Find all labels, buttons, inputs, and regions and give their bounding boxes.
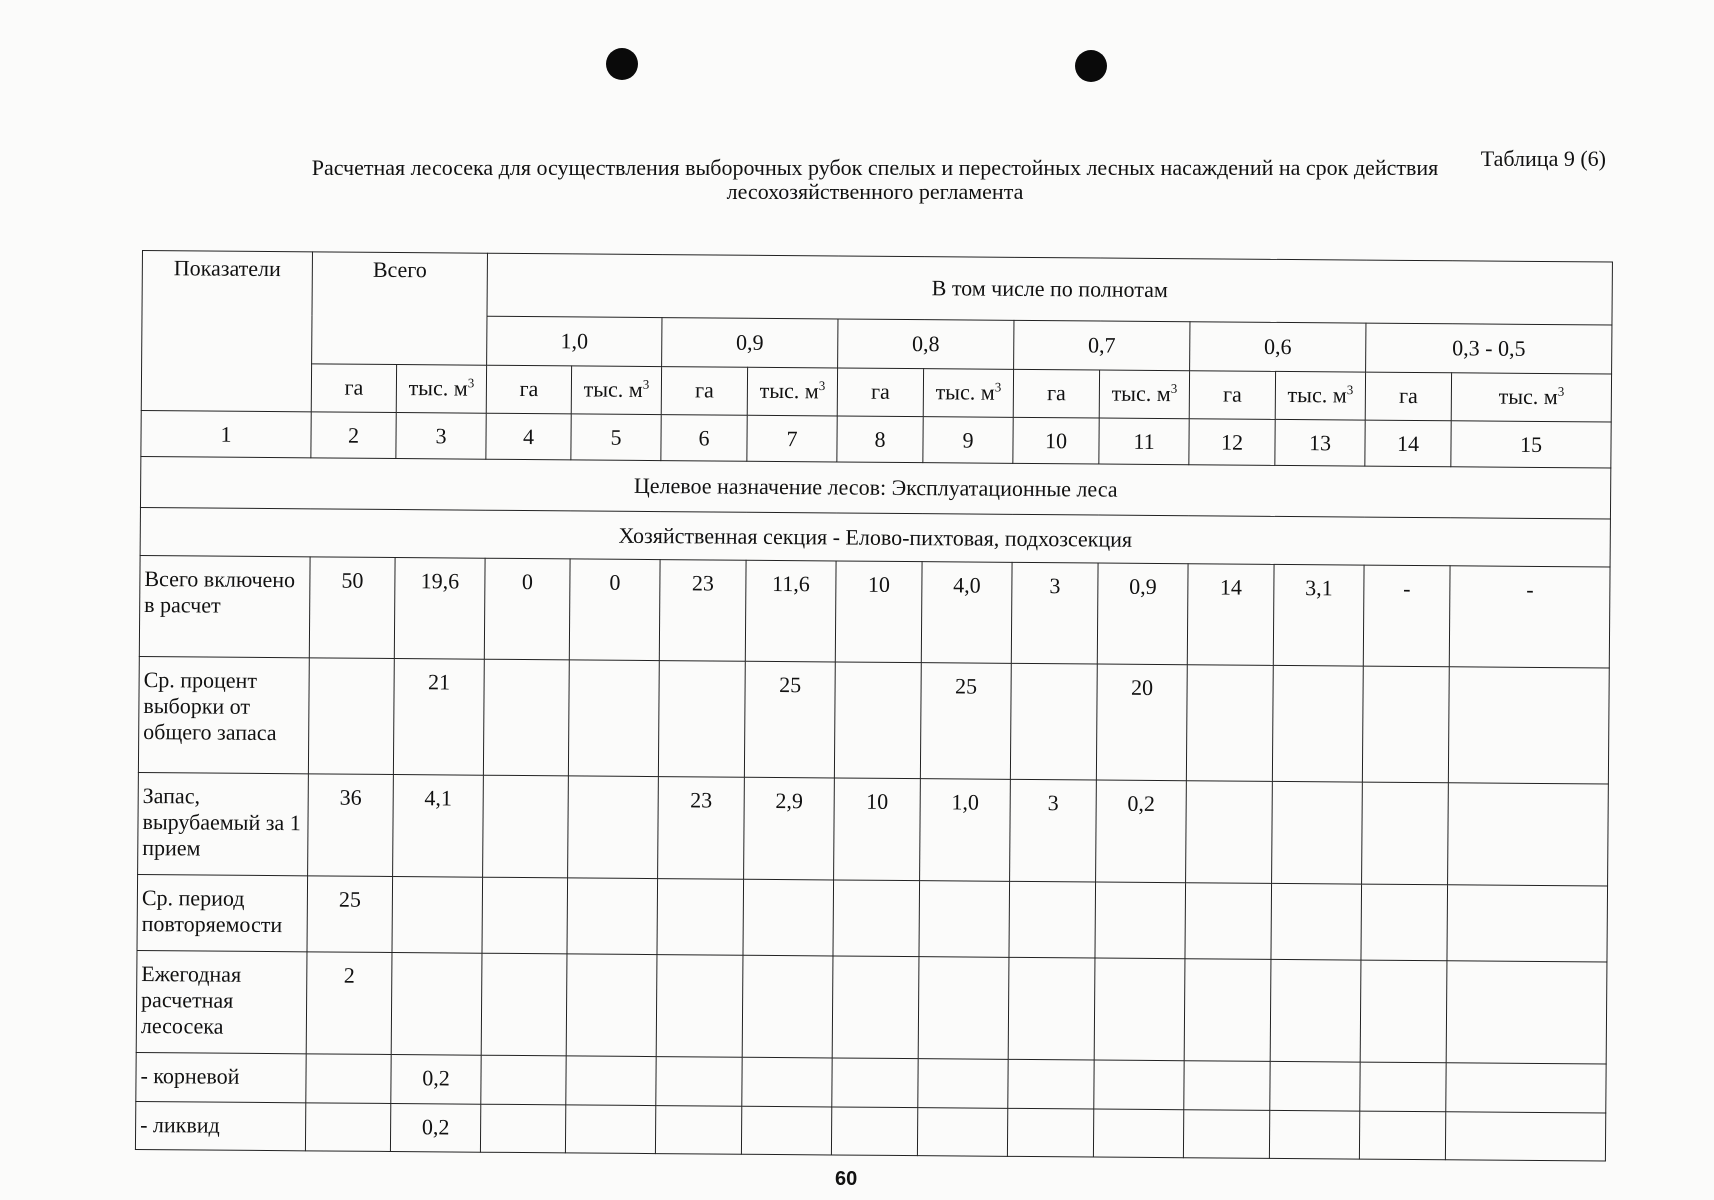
table-cell: 0,9	[1097, 563, 1188, 665]
table-cell	[1186, 781, 1273, 884]
table-cell	[917, 1107, 1007, 1156]
table-cell	[1184, 1061, 1270, 1110]
table-row	[138, 657, 1609, 784]
column-number: 11	[1099, 418, 1189, 465]
table-cell	[1446, 961, 1607, 1064]
table-cell: 50	[309, 557, 395, 659]
table-cell	[658, 661, 745, 777]
table-cell	[1008, 1059, 1094, 1108]
table-cell	[741, 1106, 831, 1155]
table-cell: 3,1	[1273, 565, 1364, 667]
unit-volume-header: тыс. $м^3$	[1451, 372, 1612, 422]
punch-hole-left	[606, 48, 638, 80]
header-by-density: В том числе по полнотам	[487, 253, 1613, 325]
table-cell	[567, 878, 658, 954]
column-number: 12	[1189, 419, 1275, 466]
table-cell	[1186, 665, 1273, 781]
table-cell	[656, 955, 743, 1058]
table-cell: 14	[1187, 564, 1274, 666]
unit-ha-header: га	[1013, 369, 1099, 418]
table-cell: 1,0	[920, 779, 1011, 882]
table-cell	[1094, 1060, 1184, 1109]
table-cell: 2	[306, 952, 392, 1055]
table-cell	[306, 1054, 391, 1103]
table-cell	[743, 879, 834, 955]
table-cell	[482, 877, 568, 953]
table-cell	[566, 1056, 656, 1105]
table-cell: 25	[920, 663, 1011, 779]
table-cell	[918, 957, 1009, 1060]
table-cell	[1271, 884, 1362, 960]
table-cell	[308, 658, 394, 774]
table-cell	[919, 881, 1010, 957]
cutting-area-table	[135, 250, 1613, 1162]
table-cell: 11,6	[745, 561, 836, 663]
page-number: 60	[835, 1168, 858, 1190]
table-cell: 3	[1010, 779, 1097, 882]
density-header: 0,7	[1014, 321, 1190, 371]
table-title	[200, 156, 1550, 204]
table-cell	[1269, 1110, 1359, 1159]
table-cell: 20	[1096, 664, 1187, 780]
header-indicators: Показатели	[141, 251, 312, 412]
punch-hole-right	[1075, 50, 1107, 82]
table-cell	[1185, 883, 1272, 959]
table-row	[136, 950, 1607, 1064]
table-cell	[1448, 783, 1609, 886]
density-header: 0,9	[662, 318, 838, 368]
table-cell	[1007, 1108, 1093, 1157]
table-cell	[918, 1059, 1008, 1108]
table-cell: 10	[835, 561, 922, 663]
table-cell	[1270, 959, 1361, 1062]
table-cell	[1445, 1111, 1606, 1161]
unit-volume-header: тыс. $м^3$	[1099, 370, 1189, 419]
row-label: - ликвид	[135, 1101, 305, 1151]
table-cell	[1093, 1109, 1183, 1158]
column-number: 2	[311, 412, 396, 459]
table-cell	[392, 877, 483, 953]
table-cell	[1095, 882, 1186, 958]
table-cell	[1184, 959, 1271, 1062]
table-cell	[1359, 1111, 1445, 1160]
table-row	[135, 1101, 1605, 1161]
table-cell: 0	[569, 559, 660, 661]
table-cell	[1094, 958, 1185, 1061]
table-cell	[742, 955, 833, 1058]
table-cell	[1448, 667, 1609, 784]
unit-ha-header: га	[1189, 370, 1275, 419]
table-cell	[1362, 666, 1449, 782]
unit-ha-header: га	[311, 363, 396, 412]
table-cell: 0,2	[391, 1055, 481, 1104]
table-cell	[481, 953, 567, 1056]
table-cell	[1272, 666, 1363, 782]
table-cell	[483, 775, 569, 878]
unit-ha-header: га	[1365, 372, 1451, 421]
unit-volume-header: тыс. $м^3$	[396, 364, 486, 413]
table-cell: 0	[484, 558, 570, 660]
table-cell	[832, 956, 919, 1059]
row-label: Ежегодная расчетная лесосека	[136, 950, 307, 1053]
table-cell	[568, 660, 659, 776]
table-cell: 36	[308, 774, 394, 877]
section-band: Хозяйственная секция - Елово-пихтовая, подхозсекция	[140, 507, 1610, 567]
unit-volume-header: тыс. $м^3$	[747, 367, 837, 416]
purpose-band: Целевое назначение лесов: Эксплуатационные леса	[140, 457, 1611, 519]
column-number: 7	[747, 415, 837, 462]
table-cell	[1446, 1063, 1607, 1113]
table-cell	[1270, 1061, 1360, 1110]
table-cell	[1010, 664, 1097, 780]
row-label: Запас, вырубаемый за 1 прием	[138, 773, 309, 876]
table-cell	[1360, 1062, 1446, 1111]
table-cell: 19,6	[394, 558, 485, 660]
unit-ha-header: га	[486, 365, 571, 414]
row-label: Всего включено в расчет	[139, 556, 310, 658]
table-cell: 21	[393, 659, 484, 775]
table-cell	[1362, 782, 1449, 885]
unit-volume-header: тыс. $м^3$	[923, 368, 1013, 417]
table-cell: 2,9	[744, 777, 835, 880]
table-number: Таблица 9 (6)	[1480, 146, 1606, 171]
table-cell	[565, 1104, 655, 1153]
table-cell: 10	[834, 778, 921, 881]
density-header: 0,6	[1190, 322, 1366, 372]
row-label: Ср. период повторяемости	[137, 875, 308, 952]
density-header: 0,8	[838, 319, 1014, 369]
table-cell	[1008, 957, 1095, 1060]
table-cell	[305, 1102, 390, 1151]
density-header: 1,0	[487, 316, 662, 366]
column-number: 14	[1365, 420, 1451, 467]
unit-volume-header: тыс. $м^3$	[1275, 371, 1365, 420]
table-cell	[657, 879, 744, 955]
unit-ha-header: га	[661, 366, 747, 415]
table-cell	[655, 1105, 741, 1154]
table-row	[137, 875, 1608, 962]
table-cell	[481, 1055, 566, 1104]
table-cell: 3	[1011, 563, 1098, 665]
table-cell	[742, 1057, 832, 1106]
table-cell	[832, 1058, 918, 1107]
column-number: 4	[486, 413, 571, 460]
column-number: 3	[396, 413, 486, 460]
table-cell	[1447, 885, 1608, 962]
unit-ha-header: га	[837, 368, 923, 417]
column-number: 8	[837, 416, 923, 463]
table-cell	[656, 1057, 742, 1106]
column-number: 1	[141, 410, 311, 458]
table-cell	[391, 952, 482, 1055]
table-cell: -	[1449, 566, 1610, 668]
table-cell	[568, 776, 659, 879]
table-cell	[1360, 960, 1447, 1063]
row-label: - корневой	[136, 1053, 306, 1103]
table-cell: 4,0	[921, 562, 1012, 664]
table-cell	[831, 1106, 917, 1155]
table-cell: 25	[307, 876, 393, 952]
column-number: 6	[661, 415, 747, 462]
table-cell: 25	[744, 662, 835, 778]
table-cell	[1009, 882, 1096, 958]
header-total: Всего	[312, 252, 488, 365]
column-number: 9	[923, 417, 1013, 464]
table-row	[139, 556, 1610, 669]
table-row	[138, 773, 1609, 887]
column-number: 15	[1451, 421, 1611, 469]
table-cell: 0,2	[390, 1103, 480, 1152]
row-label: Ср. процент выборки от общего запаса	[138, 657, 309, 774]
title-line-2: лесохозяйственного регламента	[726, 179, 1024, 204]
column-number: 13	[1275, 419, 1365, 466]
table-cell	[834, 662, 921, 778]
table-cell	[833, 880, 920, 956]
table-cell	[1272, 781, 1363, 884]
column-number: 5	[571, 414, 661, 461]
table-cell: 23	[658, 777, 745, 880]
table-cell: 23	[659, 560, 746, 662]
title-line-1: Расчетная лесосека для осуществления выборочных рубок спелых и перестойных лесных насаждений на срок действия	[311, 155, 1439, 180]
table-cell: 4,1	[393, 775, 484, 878]
table-cell	[480, 1104, 565, 1153]
density-header: 0,3 - 0,5	[1366, 323, 1613, 373]
table-cell	[1361, 884, 1448, 960]
table-cell	[1183, 1109, 1269, 1158]
column-number: 10	[1013, 417, 1099, 464]
table-cell	[483, 659, 569, 775]
table-cell: -	[1363, 565, 1450, 667]
unit-volume-header: тыс. $м^3$	[571, 365, 661, 414]
table-cell	[566, 954, 657, 1057]
table-cell: 0,2	[1096, 780, 1187, 883]
